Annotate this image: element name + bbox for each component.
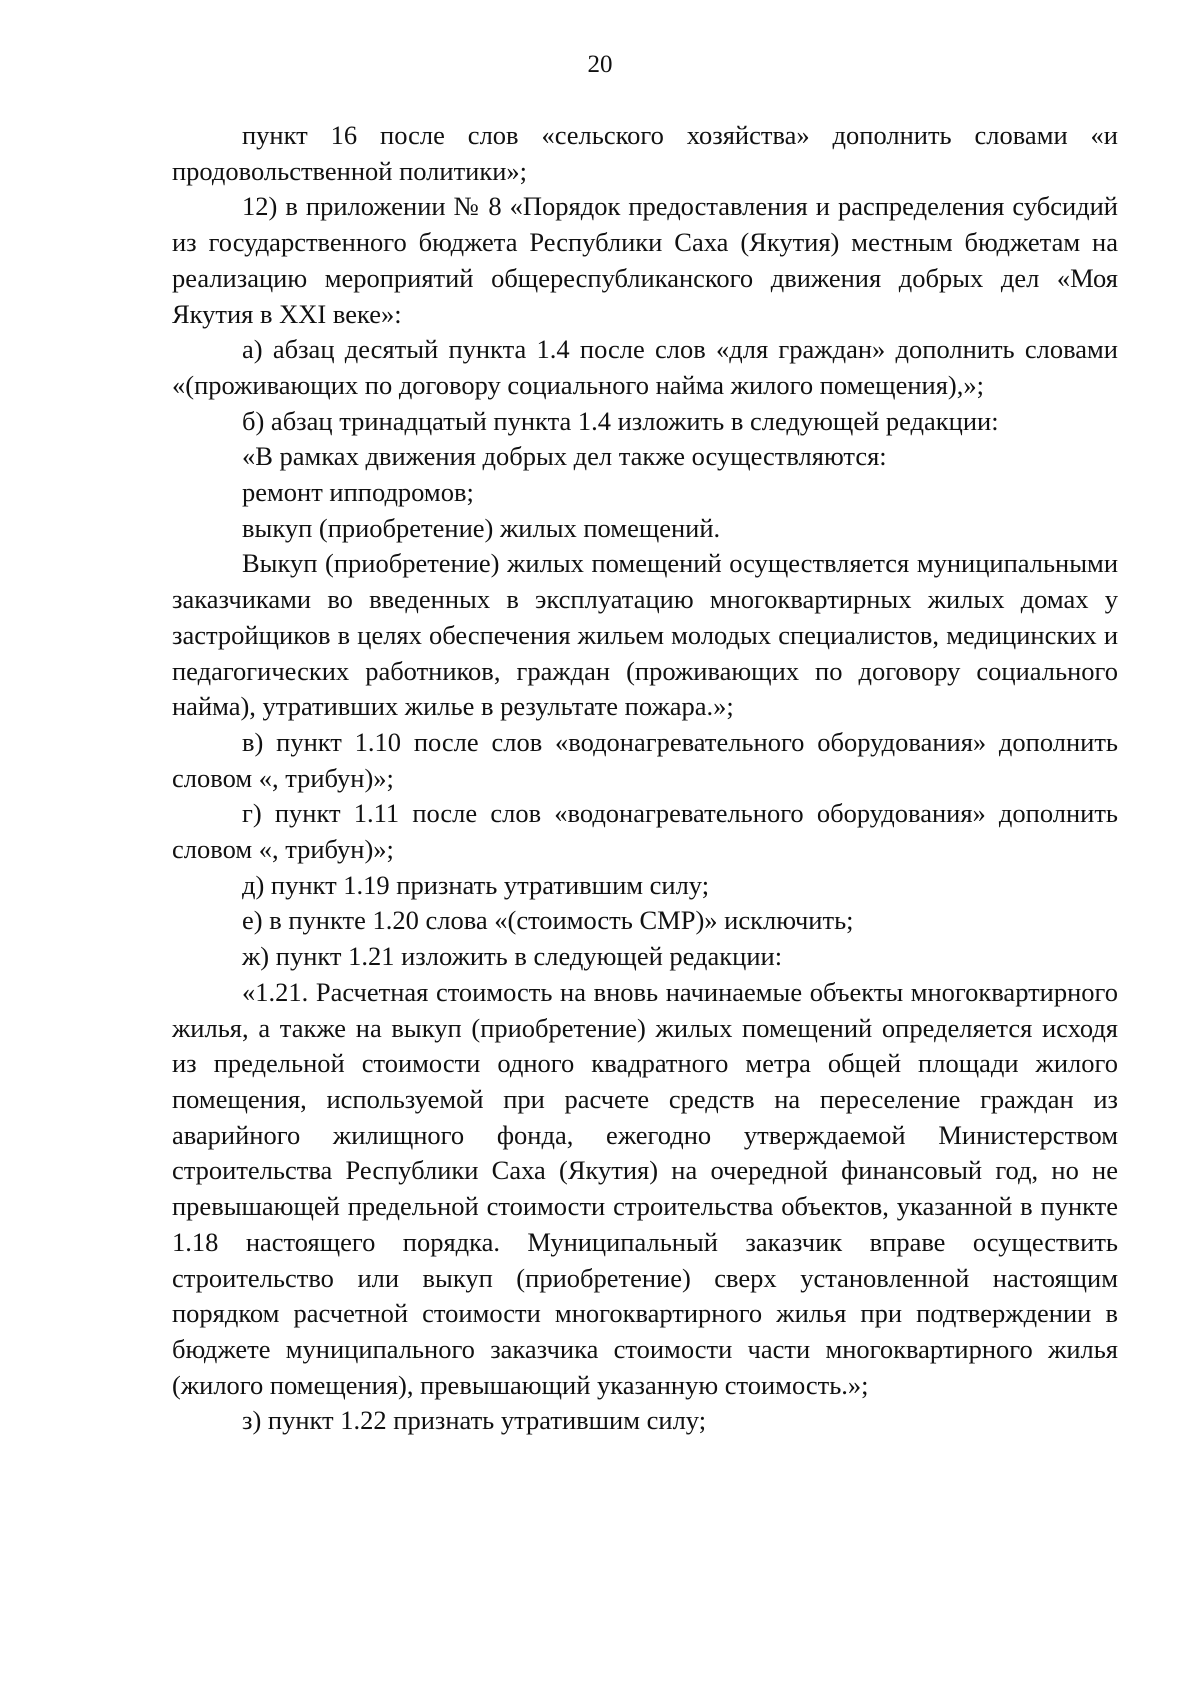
paragraph-1: пункт 16 после слов «сельского хозяйства» дополнить словами «и продовольственной политики»; <box>172 120 1118 186</box>
paragraph-5: «В рамках движения добрых дел также осуществляются: <box>242 441 887 472</box>
paragraph-12: е) в пункте 1.20 слова «(стоимость СМР)» исключить; <box>242 905 854 936</box>
paragraph-11: д) пункт 1.19 признать утратившим силу; <box>242 869 710 900</box>
paragraph-15: з) пункт 1.22 признать утратившим силу; <box>242 1405 707 1436</box>
page-number: 20 <box>587 51 613 78</box>
paragraph-8: Выкуп (приобретение) жилых помещений осуществляется муниципальными заказчиками во введенных в эксплуатацию многоквартирных жилых домах у застройщиков в целях обеспечения жильем молодых специалистов, медицинских и педагогических работников, граждан (проживающих по договору социального найма), утративших жилье в результате пожара.»; <box>172 548 1118 722</box>
paragraph-10: г) пункт 1.11 после слов «водонагревательного оборудования» дополнить словом «, трибун)»; <box>172 798 1118 865</box>
document-body <box>172 118 1118 1439</box>
paragraph-7: выкуп (приобретение) жилых помещений. <box>242 512 721 543</box>
paragraph-6: ремонт ипподромов; <box>242 477 474 508</box>
paragraph-13: ж) пункт 1.21 изложить в следующей редакции: <box>242 941 783 972</box>
paragraph-3: а) абзац десятый пункта 1.4 после слов «для граждан» дополнить словами «(проживающих по договору социального найма жилого помещения),»; <box>172 334 1118 400</box>
paragraph-2: 12) в приложении № 8 «Порядок предоставления и распределения субсидий из государственного бюджета Республики Саха (Якутия) местным бюджетам на реализацию мероприятий общереспубликанского движения добрых дел «Моя Якутия в XXI веке»: <box>172 191 1118 329</box>
paragraph-9: в) пункт 1.10 после слов «водонагревательного оборудования» дополнить словом «, трибун)»; <box>172 726 1118 793</box>
paragraph-14: «1.21. Расчетная стоимость на вновь начинаемые объекты многоквартирного жилья, а также на выкуп (приобретение) жилых помещений определяется исходя из предельной стоимости одного квадратного метра общей площади жилого помещения, используемой при расчете средств на переселение граждан из аварийного жилищного фонда, ежегодно утверждаемой Министерством строительства Республики Саха (Якутия) на очередной финансовый год, но не превышающей предельной стоимости строительства объектов, указанной в пункте 1.18 настоящего порядка. Муниципальный заказчик вправе осуществить строительство или выкуп (приобретение) сверх установленной настоящим порядком расчетной стоимости многоквартирного жилья при подтверждении в бюджете муниципального заказчика стоимости части многоквартирного жилья (жилого помещения), превышающий указанную стоимость.»; <box>172 976 1118 1400</box>
paragraph-4: б) абзац тринадцатый пункта 1.4 изложить в следующей редакции: <box>242 405 999 436</box>
